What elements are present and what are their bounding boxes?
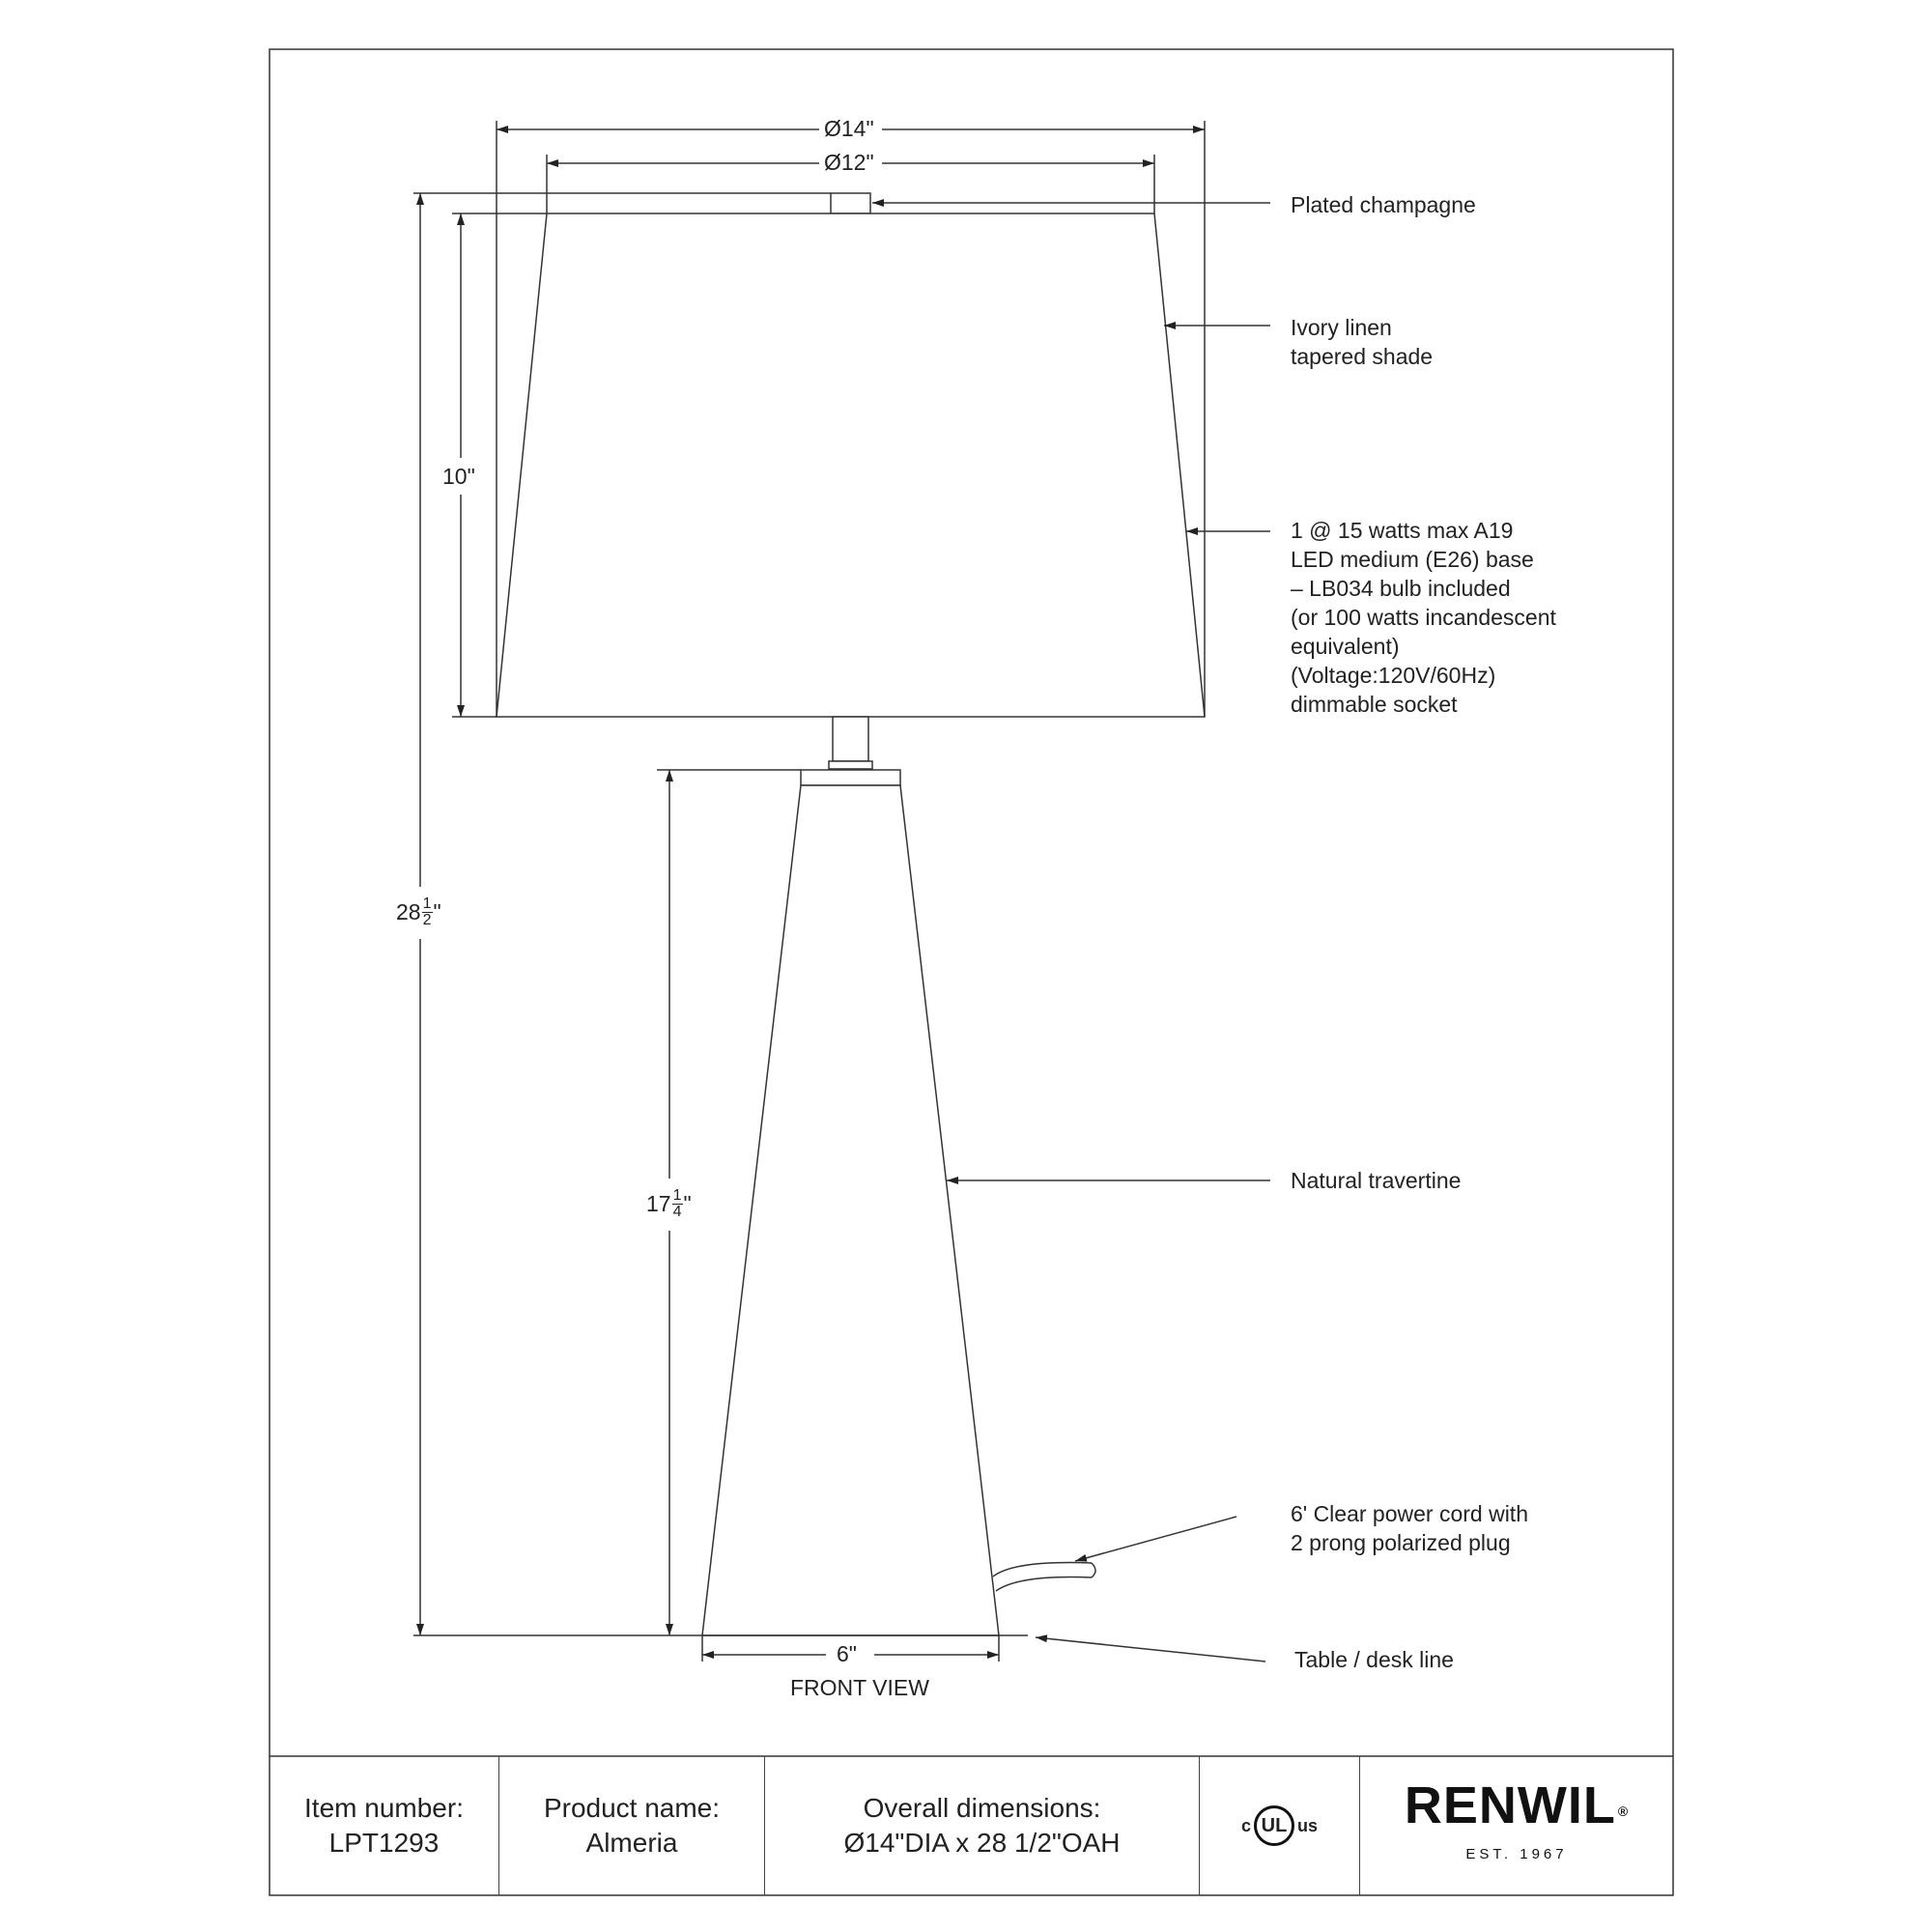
callout-cord: 6' Clear power cord with 2 prong polarized plug xyxy=(1291,1501,1528,1555)
callout-bulb: 1 @ 15 watts max A19 LED medium (E26) base – LB034 bulb included (or 100 watts incandescent equivalent) (Voltage:120V/60Hz) dimmable socket xyxy=(1291,518,1556,717)
inch-mark: " xyxy=(683,1191,692,1216)
dim-body-height-whole: 17 xyxy=(646,1191,671,1216)
cert-c: c xyxy=(1240,1816,1251,1835)
brand-name: RENWIL xyxy=(1404,1776,1616,1834)
product-name-cell xyxy=(499,1756,765,1895)
fraction-numerator: 1 xyxy=(422,895,432,912)
overall-dimensions-cell xyxy=(765,1756,1200,1895)
leader-table xyxy=(1036,1637,1265,1662)
registered-mark: ® xyxy=(1617,1804,1630,1819)
cord-end xyxy=(1092,1563,1095,1577)
power-cord xyxy=(993,1563,1092,1577)
dim-base-width: 6" xyxy=(837,1641,857,1666)
overall-dimensions-label: Overall dimensions: xyxy=(863,1793,1101,1823)
cert-ul: UL xyxy=(1261,1815,1288,1836)
dim-overall-height-fraction xyxy=(422,896,433,928)
cul-us-mark xyxy=(1241,1805,1318,1846)
dim-body-height-fraction xyxy=(672,1188,683,1220)
dim-overall-height-whole: 28 xyxy=(396,899,421,924)
callout-shade: Ivory linen tapered shade xyxy=(1291,315,1434,369)
brand-cell xyxy=(1360,1756,1673,1895)
item-number-value: LPT1293 xyxy=(328,1828,440,1858)
dim-shade-top-diameter: Ø12" xyxy=(824,150,874,175)
finial xyxy=(831,193,870,213)
callout-body: Natural travertine xyxy=(1291,1168,1462,1193)
leader-cord xyxy=(1075,1517,1236,1561)
item-number-cell xyxy=(270,1756,499,1895)
certification-cell xyxy=(1200,1756,1360,1895)
callout-finial: Plated champagne xyxy=(1291,192,1476,217)
overall-dimensions-value: Ø14"DIA x 28 1/2"OAH xyxy=(843,1828,1121,1858)
fraction-denominator: 2 xyxy=(422,912,432,928)
view-label: FRONT VIEW xyxy=(790,1675,929,1700)
lamp-neck xyxy=(833,717,868,761)
fraction-denominator: 4 xyxy=(672,1204,682,1220)
fraction-numerator: 1 xyxy=(672,1187,682,1204)
callout-table-line: Table / desk line xyxy=(1294,1647,1454,1672)
lamp-body xyxy=(702,785,999,1635)
socket-collar xyxy=(829,761,872,769)
top-plate xyxy=(801,770,900,785)
lampshade xyxy=(497,213,1205,717)
title-block xyxy=(270,1756,1673,1895)
dim-overall-height xyxy=(396,896,441,928)
power-cord-edge xyxy=(996,1577,1092,1591)
cert-us: us xyxy=(1297,1816,1319,1835)
brand-est: EST. 1967 xyxy=(1465,1846,1568,1862)
inch-mark: " xyxy=(433,899,441,924)
product-name-label: Product name: xyxy=(543,1793,721,1823)
dim-shade-bottom-diameter: Ø14" xyxy=(824,116,874,141)
item-number-label: Item number: xyxy=(304,1793,464,1823)
dim-shade-height: 10" xyxy=(442,464,475,489)
dim-body-height xyxy=(646,1188,692,1220)
renwil-logo xyxy=(1404,1776,1630,1834)
product-name-value: Almeria xyxy=(585,1828,678,1858)
ul-logo-icon xyxy=(1254,1805,1294,1846)
